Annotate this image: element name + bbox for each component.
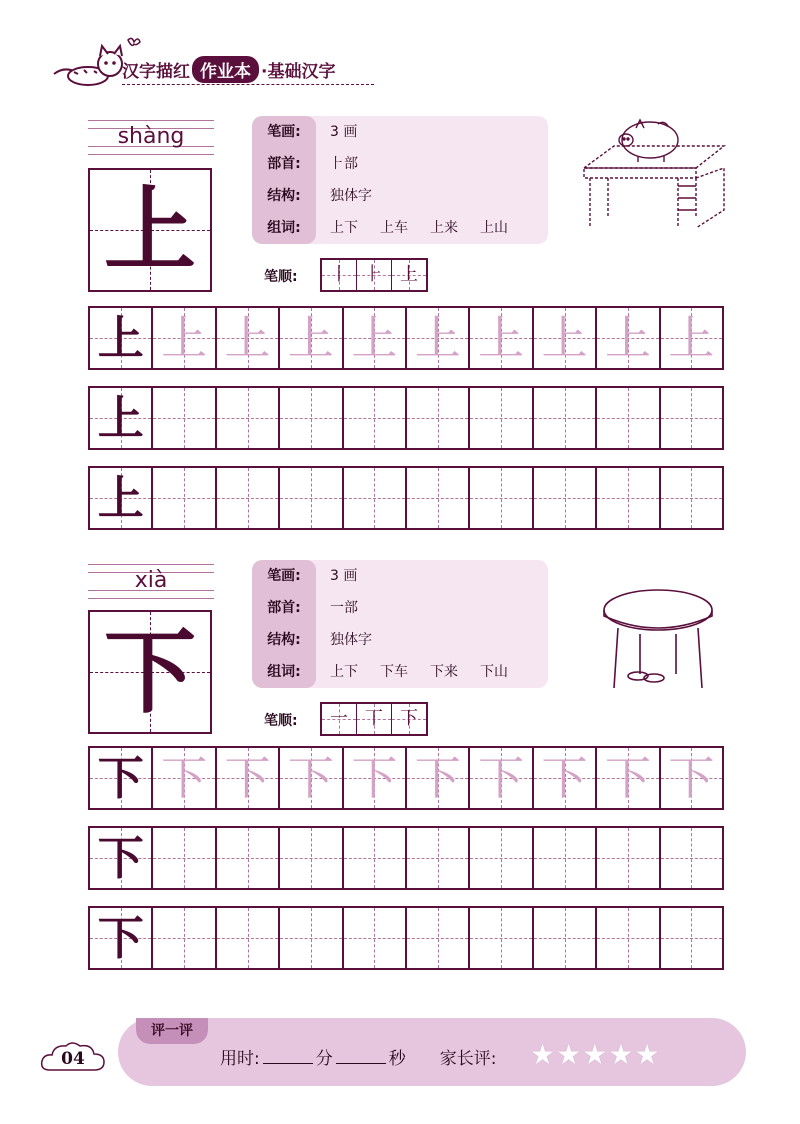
practice-row-blank-2a xyxy=(88,826,724,890)
writing-cell[interactable] xyxy=(278,908,341,968)
label-structure: 结构: xyxy=(267,188,301,204)
trace-cell[interactable]: 下 xyxy=(659,748,722,808)
word: 上车 xyxy=(380,220,408,236)
writing-cell[interactable] xyxy=(468,388,531,448)
trace-cell[interactable]: 下 xyxy=(151,748,214,808)
word: 上下 xyxy=(330,664,358,680)
stroke-order-step: 一 xyxy=(322,704,356,734)
writing-cell[interactable] xyxy=(215,908,278,968)
minutes-blank[interactable] xyxy=(263,1049,313,1064)
word: 下车 xyxy=(380,664,408,680)
trace-cell[interactable]: 下 xyxy=(215,748,278,808)
seconds-label: 秒 xyxy=(388,1049,406,1069)
page-number-cloud xyxy=(38,1040,108,1076)
writing-cell[interactable] xyxy=(405,388,468,448)
label-radical: 部首: xyxy=(267,156,301,172)
word: 上下 xyxy=(330,220,358,236)
workbook-title xyxy=(122,56,335,83)
writing-cell[interactable] xyxy=(151,908,214,968)
writing-cell[interactable] xyxy=(278,388,341,448)
star-icon[interactable]: ★ xyxy=(582,1038,608,1071)
seconds-blank[interactable] xyxy=(336,1049,386,1064)
stroke-order-step: 丨 xyxy=(322,260,356,290)
star-icon[interactable]: ★ xyxy=(530,1038,556,1071)
writing-cell[interactable] xyxy=(595,908,658,968)
title-part1: 汉字描红 xyxy=(122,62,190,82)
label-radical: 部首: xyxy=(267,600,301,616)
big-char-1: 上 xyxy=(103,176,196,284)
stroke-order-label-1: 笔顺: xyxy=(264,269,298,285)
strokes-value-1: 3 画 xyxy=(330,124,358,140)
practice-row-blank-1b xyxy=(88,466,724,530)
radical-value-1: ⺊部 xyxy=(330,156,358,172)
writing-cell[interactable] xyxy=(405,908,468,968)
structure-value-2: 独体字 xyxy=(330,632,372,648)
title-highlight: 作业本 xyxy=(192,56,259,83)
time-label: 用时: xyxy=(220,1049,260,1069)
writing-cell[interactable] xyxy=(659,388,722,448)
writing-cell[interactable] xyxy=(151,468,214,528)
writing-cell[interactable] xyxy=(342,388,405,448)
pinyin-2: xià xyxy=(134,568,168,593)
big-char-box-1 xyxy=(88,168,212,292)
stroke-order-step: 上 xyxy=(391,260,426,290)
model-char: 下 xyxy=(97,751,144,805)
stroke-order-step: 丅 xyxy=(356,704,391,734)
writing-cell[interactable] xyxy=(595,828,658,888)
pinyin-lines-2 xyxy=(88,564,214,600)
writing-cell[interactable] xyxy=(278,468,341,528)
word: 上山 xyxy=(480,220,508,236)
trace-cell[interactable]: 下 xyxy=(532,748,595,808)
writing-cell[interactable] xyxy=(532,828,595,888)
stroke-order-label-2: 笔顺: xyxy=(264,713,298,729)
writing-cell[interactable] xyxy=(405,828,468,888)
writing-cell[interactable] xyxy=(215,828,278,888)
writing-cell[interactable] xyxy=(659,908,722,968)
writing-cell[interactable] xyxy=(151,388,214,448)
header-divider xyxy=(122,84,374,85)
pig-on-desk-illustration xyxy=(578,108,728,238)
word: 上来 xyxy=(430,220,458,236)
writing-cell[interactable] xyxy=(659,468,722,528)
label-structure: 结构: xyxy=(267,632,301,648)
writing-cell[interactable] xyxy=(151,828,214,888)
writing-cell[interactable] xyxy=(215,388,278,448)
writing-cell[interactable] xyxy=(342,908,405,968)
practice-row-blank-2b xyxy=(88,906,724,970)
writing-cell[interactable] xyxy=(595,468,658,528)
stroke-order-step: ⺊ xyxy=(356,260,391,290)
practice-row-trace-1 xyxy=(88,306,724,370)
writing-cell[interactable] xyxy=(532,468,595,528)
model-char: 下 xyxy=(97,831,144,885)
info-panel-2 xyxy=(252,560,548,688)
time-and-parent-evaluation xyxy=(220,1044,496,1069)
star-icon[interactable]: ★ xyxy=(556,1038,582,1071)
trace-cell[interactable]: 上 xyxy=(532,308,595,368)
model-char: 上 xyxy=(97,471,144,525)
evaluation-badge: 评一评 xyxy=(136,1018,208,1044)
strokes-value-2: 3 画 xyxy=(330,568,358,584)
minutes-label: 分 xyxy=(315,1049,333,1069)
writing-cell[interactable] xyxy=(468,908,531,968)
trace-cell[interactable]: 上 xyxy=(659,308,722,368)
radical-value-2: 一部 xyxy=(330,600,358,616)
trace-cell[interactable]: 下 xyxy=(405,748,468,808)
star-icon[interactable]: ★ xyxy=(608,1038,634,1071)
writing-cell[interactable] xyxy=(278,828,341,888)
pinyin-1: shàng xyxy=(117,124,185,149)
trace-cell[interactable]: 上 xyxy=(215,308,278,368)
trace-cell[interactable]: 上 xyxy=(468,308,531,368)
big-char-2: 下 xyxy=(103,618,196,726)
star-icon[interactable]: ★ xyxy=(634,1038,660,1071)
word: 下山 xyxy=(480,664,508,680)
label-words: 组词: xyxy=(267,664,301,680)
label-strokes: 笔画: xyxy=(267,568,301,584)
trace-cell[interactable]: 上 xyxy=(342,308,405,368)
label-words: 组词: xyxy=(267,220,301,236)
writing-cell[interactable] xyxy=(215,468,278,528)
writing-cell[interactable] xyxy=(595,388,658,448)
trace-cell[interactable]: 上 xyxy=(595,308,658,368)
label-strokes: 笔画: xyxy=(267,124,301,140)
rating-stars xyxy=(530,1040,661,1070)
title-part2: ·基础汉字 xyxy=(261,62,336,82)
practice-row-trace-2 xyxy=(88,746,724,810)
writing-cell[interactable] xyxy=(342,828,405,888)
page-number: 04 xyxy=(61,1049,85,1069)
trace-cell[interactable]: 上 xyxy=(405,308,468,368)
structure-value-1: 独体字 xyxy=(330,188,372,204)
writing-cell[interactable] xyxy=(532,908,595,968)
big-char-box-2 xyxy=(88,610,212,734)
writing-cell[interactable] xyxy=(405,468,468,528)
trace-cell[interactable]: 上 xyxy=(151,308,214,368)
info-panel-1 xyxy=(252,116,548,244)
trace-cell[interactable]: 下 xyxy=(278,748,341,808)
model-char: 上 xyxy=(97,391,144,445)
trace-cell[interactable]: 下 xyxy=(342,748,405,808)
stroke-order-step: 下 xyxy=(391,704,426,734)
model-char: 上 xyxy=(97,311,144,365)
trace-cell[interactable]: 下 xyxy=(595,748,658,808)
word: 下来 xyxy=(430,664,458,680)
writing-cell[interactable] xyxy=(468,468,531,528)
practice-row-blank-1a xyxy=(88,386,724,450)
trace-cell[interactable]: 下 xyxy=(468,748,531,808)
trace-cell[interactable]: 上 xyxy=(278,308,341,368)
stroke-order-cells-2 xyxy=(320,702,428,736)
round-table-illustration xyxy=(598,584,718,704)
writing-cell[interactable] xyxy=(468,828,531,888)
pinyin-lines-1 xyxy=(88,120,214,156)
parent-label: 家长评: xyxy=(439,1049,497,1069)
model-char: 下 xyxy=(97,911,144,965)
writing-cell[interactable] xyxy=(532,388,595,448)
writing-cell[interactable] xyxy=(342,468,405,528)
stroke-order-cells-1 xyxy=(320,258,428,292)
writing-cell[interactable] xyxy=(659,828,722,888)
